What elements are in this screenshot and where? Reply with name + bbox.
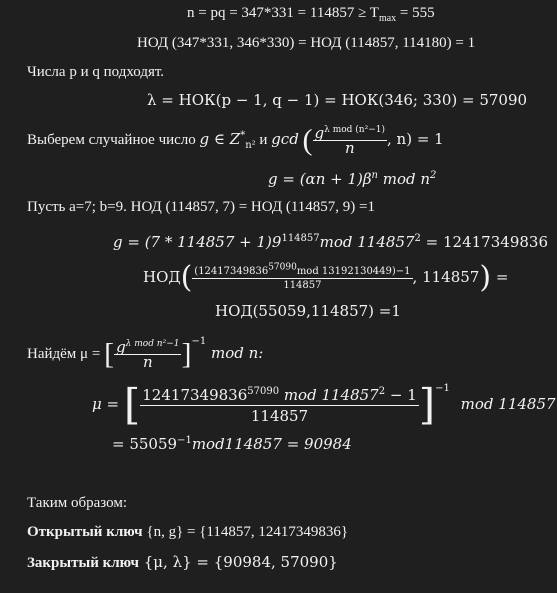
mu-power: −1 bbox=[191, 336, 207, 347]
beta-exp: n bbox=[371, 170, 378, 181]
mod-exp: 2 bbox=[430, 170, 437, 181]
frac-num-g: g bbox=[314, 124, 325, 143]
choose-ab-line: Пусть a=7; b=9. НОД (114857, 7) = НОД (114857, 9) =1 bbox=[27, 199, 375, 215]
private-key-value: {μ, λ} = {90984, 57090} bbox=[139, 553, 338, 571]
public-key-value: {n, g} = {114857, 12417349836} bbox=[142, 524, 349, 540]
mu-mod-n: mod n: bbox=[206, 344, 264, 362]
g-formula-mod: mod n bbox=[377, 170, 431, 188]
mu-big-fraction bbox=[140, 385, 418, 426]
find-mu-text: Найдём μ = bbox=[27, 346, 105, 362]
mu-result-line bbox=[112, 435, 352, 453]
mu-num-g: g bbox=[116, 338, 126, 357]
primes-ok-text: Числа p и q подходят. bbox=[27, 64, 165, 80]
mu-big-close: ] bbox=[418, 380, 436, 429]
tmax-subscript: max bbox=[378, 13, 397, 24]
modulus-line bbox=[187, 4, 435, 22]
g-value-expr: g = (7 * 114857 + 1)9 bbox=[113, 233, 282, 251]
mu-big-num-end: − 1 bbox=[385, 385, 417, 404]
mu-result-exp: −1 bbox=[177, 435, 192, 446]
gcd-l-open: ( bbox=[180, 260, 193, 295]
gcd-label: gcd bbox=[271, 130, 299, 148]
g-in-z: g ∈ Z bbox=[199, 130, 241, 148]
public-key-line bbox=[27, 523, 348, 541]
gcd-fraction bbox=[313, 124, 387, 158]
private-key-label: Закрытый ключ bbox=[27, 555, 139, 571]
open-paren: ( bbox=[302, 123, 313, 157]
mu-fraction bbox=[114, 338, 181, 372]
mu-result-value: mod114857 = 90984 bbox=[191, 435, 352, 453]
g-value-result: = 12417349836 bbox=[420, 233, 548, 251]
g-value-mod: mod 114857 bbox=[319, 233, 415, 251]
frac-num-sup: λ mod (n²−1) bbox=[324, 125, 385, 136]
choose-g-text: Выберем случайное число bbox=[27, 132, 196, 148]
mu-den: n bbox=[142, 353, 153, 372]
gcd-l-fraction bbox=[192, 262, 412, 292]
gcd-l-num-exp: 57090 bbox=[268, 262, 297, 273]
mu-big-mod: mod 114857 bbox=[460, 395, 556, 413]
g-formula-line bbox=[268, 170, 436, 188]
public-key-label: Открытый ключ bbox=[27, 524, 143, 540]
mu-num-exp: λ mod n²−1 bbox=[125, 339, 180, 350]
gcd-check-line: НОД (347*331, 346*330) = НОД (114857, 114180) = 1 bbox=[137, 35, 476, 51]
g-value-exp: 114857 bbox=[281, 233, 320, 244]
mu-big-open: [ bbox=[123, 380, 141, 429]
mu-symbol: μ = bbox=[92, 395, 120, 413]
z-sub: n² bbox=[245, 140, 256, 151]
choose-g-line bbox=[27, 119, 444, 159]
find-mu-line bbox=[27, 334, 263, 372]
mu-open-bracket: [ bbox=[104, 337, 115, 371]
gcd-tail: , n) = 1 bbox=[387, 130, 444, 148]
gcd-l-equals: = bbox=[491, 268, 509, 286]
frac-den: n bbox=[344, 139, 355, 158]
mu-compute-line bbox=[92, 380, 556, 428]
mu-big-num-exp2: 2 bbox=[378, 385, 386, 397]
g-value-mod-exp: 2 bbox=[414, 233, 421, 244]
gcd-l-tail: , 114857 bbox=[412, 268, 480, 286]
gcd-result-line: НОД(55059,114857) =1 bbox=[215, 302, 401, 320]
mu-result-expr: = 55059 bbox=[112, 435, 178, 453]
gcd-l-close: ) bbox=[479, 260, 492, 295]
and-text: и bbox=[255, 132, 272, 148]
gcd-l-num-tail: mod 13192130449)−1 bbox=[296, 265, 411, 277]
lambda-line: λ = НОК(p − 1, q − 1) = НОК(346; 330) = 57090 bbox=[147, 91, 528, 109]
g-value-line bbox=[113, 233, 548, 251]
gcd-l-den: 114857 bbox=[283, 279, 322, 291]
z-star: * bbox=[240, 130, 246, 141]
private-key-line bbox=[27, 553, 338, 572]
gcd-l-prefix: НОД bbox=[143, 268, 181, 286]
modulus-tail: = 555 bbox=[396, 5, 435, 21]
mu-big-num: 12417349836 bbox=[142, 385, 248, 404]
conclusion-text: Таким образом: bbox=[27, 495, 128, 511]
mu-close-bracket: ] bbox=[181, 337, 192, 371]
modulus-text: n = pq = 347*331 = 114857 ≥ T bbox=[187, 5, 379, 21]
gcd-l-num: (12417349836 bbox=[194, 265, 269, 277]
mu-big-num-mod: mod 114857 bbox=[279, 385, 379, 404]
g-formula: g = (αn + 1)β bbox=[268, 170, 372, 188]
mu-big-power: −1 bbox=[435, 383, 450, 394]
mu-big-num-exp: 57090 bbox=[247, 385, 280, 397]
mu-big-den: 114857 bbox=[250, 406, 309, 425]
gcd-l-line bbox=[143, 259, 508, 295]
